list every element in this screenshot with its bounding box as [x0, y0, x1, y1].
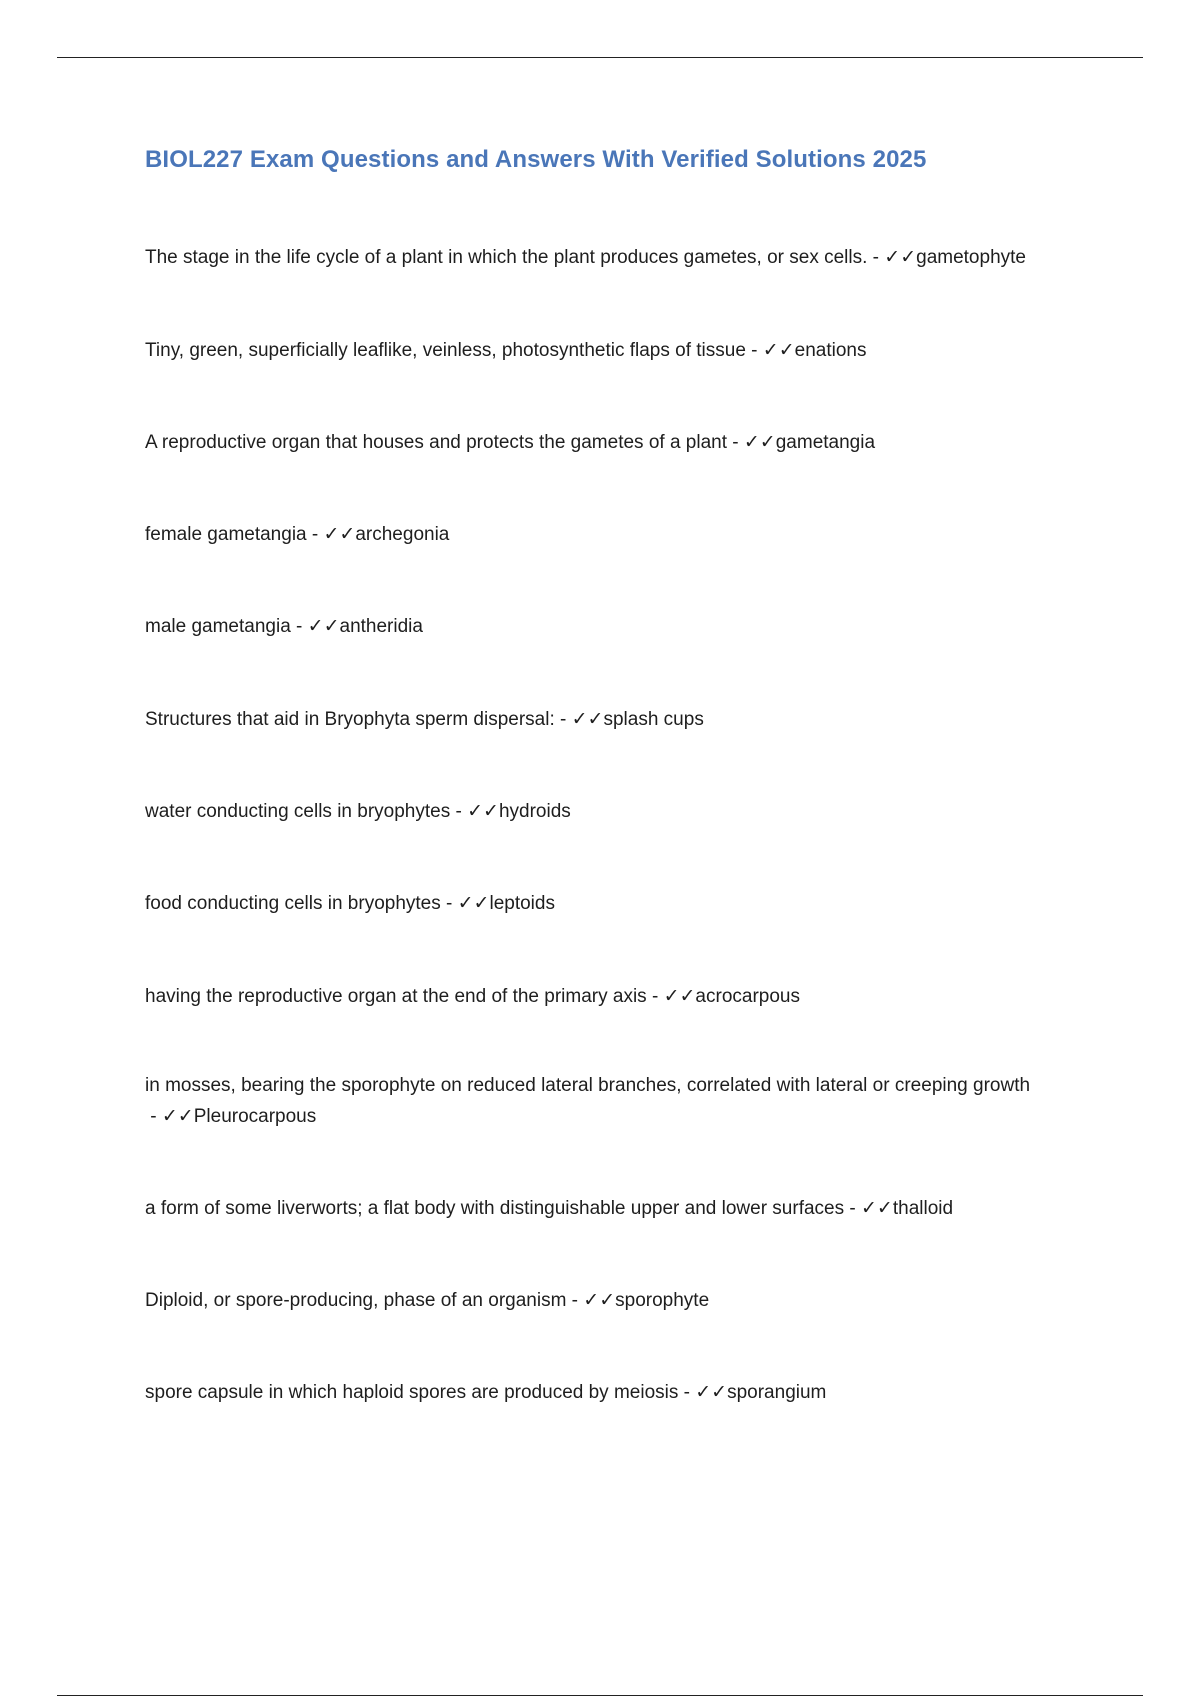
answer-text: Pleurocarpous	[193, 1106, 317, 1127]
separator: -	[450, 801, 468, 822]
answer-text: gametangia	[775, 432, 876, 453]
qa-item	[145, 335, 1095, 366]
double-check-icon: ✓✓	[571, 709, 604, 730]
question-text: food conducting cells in bryophytes	[145, 893, 441, 914]
separator: -	[745, 340, 763, 361]
question-text: female gametangia	[145, 524, 307, 545]
footer-rule	[57, 1695, 1143, 1696]
qa-item	[145, 888, 1095, 919]
separator: -	[678, 1382, 696, 1403]
double-check-icon: ✓✓	[762, 340, 795, 361]
separator: -	[727, 432, 744, 453]
separator: -	[867, 247, 885, 268]
question-text: Structures that aid in Bryophyta sperm dispersal:	[145, 709, 555, 730]
question-text: water conducting cells in bryophytes	[145, 801, 451, 822]
separator: -	[290, 616, 308, 637]
answer-text: enations	[794, 340, 867, 361]
double-check-icon: ✓✓	[743, 432, 776, 453]
question-text: A reproductive organ that houses and protects the gametes of a plant	[145, 432, 727, 453]
double-check-icon: ✓✓	[161, 1106, 194, 1127]
qa-item	[145, 981, 1095, 1012]
answer-text: leptoids	[489, 893, 555, 914]
question-text: a form of some liverworts; a flat body with distinguishable upper and lower surfaces	[145, 1198, 845, 1219]
double-check-icon: ✓✓	[457, 893, 490, 914]
separator: -	[844, 1198, 862, 1219]
answer-text: sporophyte	[615, 1290, 710, 1311]
question-text: The stage in the life cycle of a plant in which the plant produces gametes, or sex cells.	[145, 247, 868, 268]
answer-text: splash cups	[603, 709, 704, 730]
answer-text: archegonia	[355, 524, 450, 545]
question-text: spore capsule in which haploid spores are produced by meiosis	[145, 1382, 679, 1403]
double-check-icon: ✓✓	[695, 1382, 728, 1403]
qa-item	[145, 611, 1095, 642]
answer-text: sporangium	[727, 1382, 827, 1403]
question-text: in mosses, bearing the sporophyte on reduced lateral branches, correlated with lateral or creeping growth	[145, 1075, 1031, 1096]
qa-item	[145, 1377, 1095, 1408]
double-check-icon: ✓✓	[307, 616, 340, 637]
separator: -	[566, 1290, 584, 1311]
separator: -	[440, 893, 458, 914]
double-check-icon: ✓✓	[583, 1290, 616, 1311]
answer-text: thalloid	[892, 1198, 954, 1219]
question-text: male gametangia	[145, 616, 291, 637]
qa-item	[145, 242, 1095, 273]
double-check-icon: ✓✓	[884, 247, 917, 268]
double-check-icon: ✓✓	[467, 801, 499, 822]
double-check-icon: ✓✓	[663, 986, 696, 1007]
answer-text: gametophyte	[916, 247, 1026, 268]
qa-item	[145, 519, 1095, 550]
qa-item	[145, 1285, 1095, 1316]
qa-item	[145, 1193, 1095, 1224]
qa-item	[145, 1070, 1045, 1132]
qa-item	[145, 796, 1095, 827]
qa-item	[145, 427, 1095, 458]
separator: -	[646, 986, 664, 1007]
header-rule	[57, 57, 1143, 58]
separator: -	[306, 524, 324, 545]
question-text: Tiny, green, superficially leaflike, veinless, photosynthetic flaps of tissue	[145, 340, 746, 361]
answer-text: acrocarpous	[695, 986, 800, 1007]
double-check-icon: ✓✓	[861, 1198, 893, 1219]
separator: -	[554, 709, 572, 730]
qa-item	[145, 704, 1095, 735]
double-check-icon: ✓✓	[323, 524, 356, 545]
separator: -	[145, 1106, 162, 1127]
answer-text: hydroids	[498, 801, 571, 822]
question-text: having the reproductive organ at the end of the primary axis	[145, 986, 647, 1007]
answer-text: antheridia	[339, 616, 423, 637]
document-title: BIOL227 Exam Questions and Answers With Verified Solutions 2025	[145, 146, 927, 173]
question-text: Diploid, or spore-producing, phase of an organism	[145, 1290, 567, 1311]
